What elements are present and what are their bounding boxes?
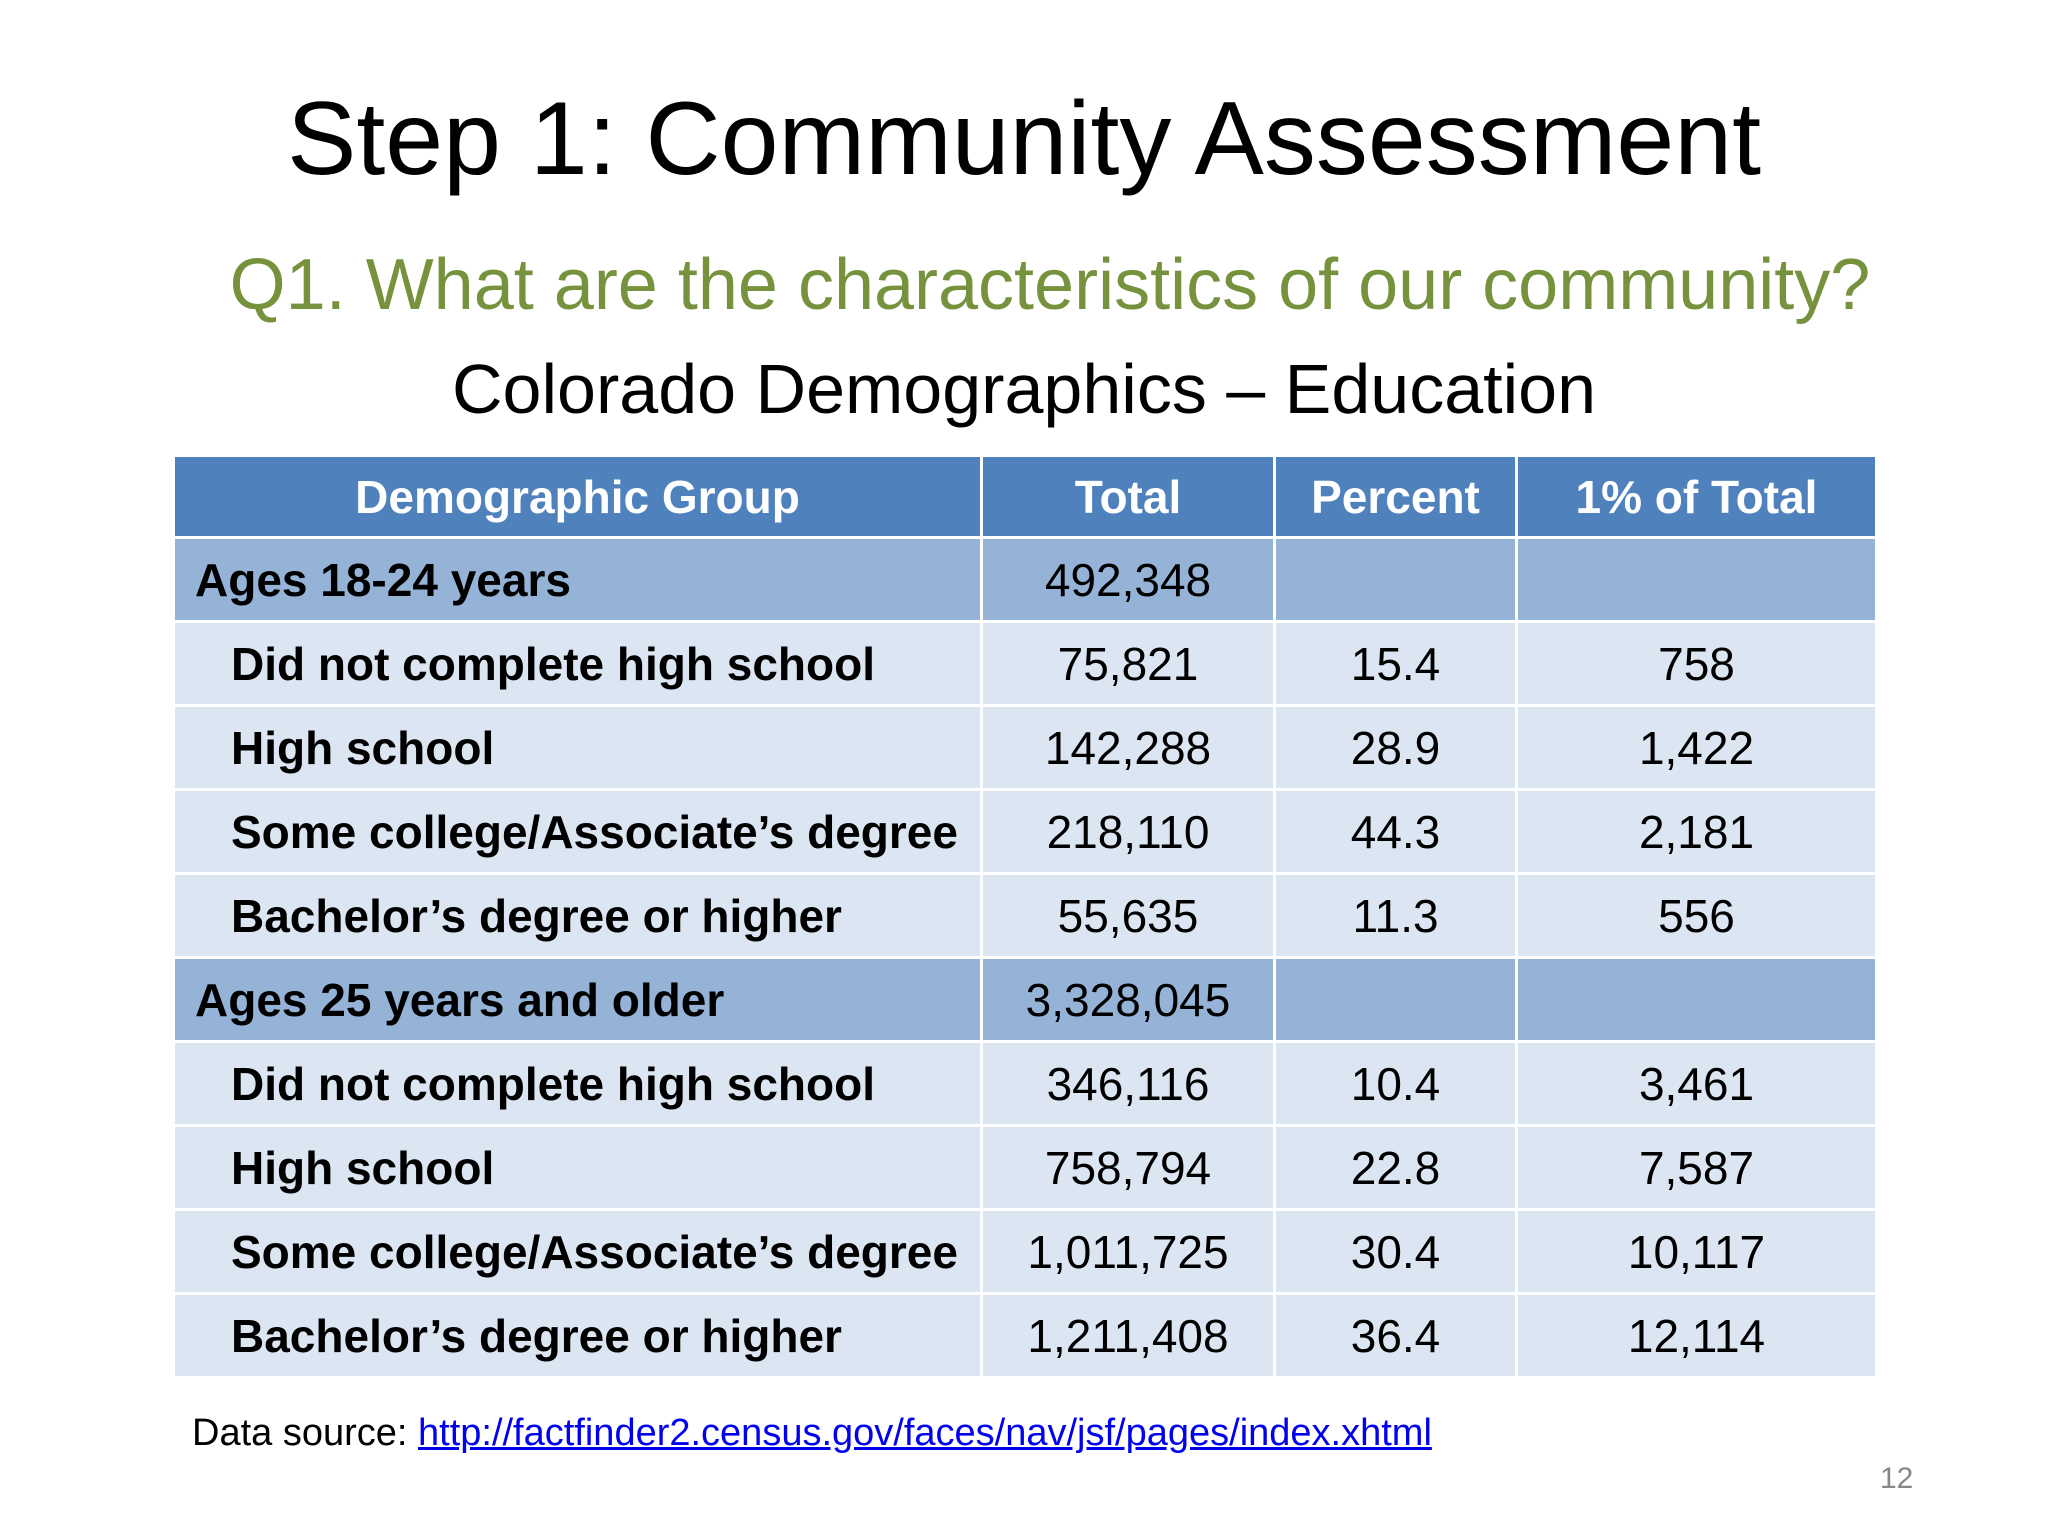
row-label: Ages 25 years and older (174, 958, 982, 1042)
row-total: 75,821 (982, 622, 1275, 706)
data-source-link[interactable]: http://factfinder2.census.gov/faces/nav/jsf/pages/index.xhtml (418, 1412, 1432, 1454)
row-total: 346,116 (982, 1042, 1275, 1126)
row-one-percent (1517, 538, 1877, 622)
row-label: Did not complete high school (174, 1042, 982, 1126)
table-row (174, 1126, 1877, 1210)
row-one-percent (1517, 958, 1877, 1042)
row-percent: 15.4 (1275, 622, 1517, 706)
row-percent: 10.4 (1275, 1042, 1517, 1126)
header-percent: Percent (1275, 456, 1517, 538)
row-percent: 44.3 (1275, 790, 1517, 874)
row-total: 492,348 (982, 538, 1275, 622)
row-label: Ages 18-24 years (174, 538, 982, 622)
row-one-percent: 12,114 (1517, 1294, 1877, 1378)
table-row-group (174, 538, 1877, 622)
row-label: Some college/Associate’s degree (174, 1210, 982, 1294)
row-total: 218,110 (982, 790, 1275, 874)
table-title: Colorado Demographics – Education (452, 350, 1596, 428)
row-total: 758,794 (982, 1126, 1275, 1210)
header-one-percent-of-total: 1% of Total (1517, 456, 1877, 538)
row-label: Some college/Associate’s degree (174, 790, 982, 874)
header-total: Total (982, 456, 1275, 538)
row-label: Bachelor’s degree or higher (174, 874, 982, 958)
row-total: 55,635 (982, 874, 1275, 958)
row-percent: 30.4 (1275, 1210, 1517, 1294)
row-label: High school (174, 1126, 982, 1210)
table-row (174, 622, 1877, 706)
table-row-group (174, 958, 1877, 1042)
row-one-percent: 10,117 (1517, 1210, 1877, 1294)
table-row (174, 706, 1877, 790)
row-label: Bachelor’s degree or higher (174, 1294, 982, 1378)
row-percent (1275, 538, 1517, 622)
table-row (174, 1042, 1877, 1126)
row-one-percent: 758 (1517, 622, 1877, 706)
row-total: 1,211,408 (982, 1294, 1275, 1378)
row-total: 142,288 (982, 706, 1275, 790)
data-source-line (192, 1412, 1432, 1455)
table-row (174, 1210, 1877, 1294)
row-label: High school (174, 706, 982, 790)
row-label: Did not complete high school (174, 622, 982, 706)
education-table-container (172, 454, 1875, 1379)
row-percent: 11.3 (1275, 874, 1517, 958)
education-table (172, 454, 1878, 1379)
row-one-percent: 7,587 (1517, 1126, 1877, 1210)
question-subtitle: Q1. What are the characteristics of our community? (229, 245, 1871, 325)
table-header-row (174, 456, 1877, 538)
row-percent: 22.8 (1275, 1126, 1517, 1210)
row-total: 3,328,045 (982, 958, 1275, 1042)
row-one-percent: 3,461 (1517, 1042, 1877, 1126)
table-row (174, 874, 1877, 958)
row-one-percent: 1,422 (1517, 706, 1877, 790)
table-row (174, 790, 1877, 874)
row-percent: 28.9 (1275, 706, 1517, 790)
header-demographic-group: Demographic Group (174, 456, 982, 538)
slide-title: Step 1: Community Assessment (287, 81, 1761, 197)
row-one-percent: 556 (1517, 874, 1877, 958)
table-row (174, 1294, 1877, 1378)
row-percent: 36.4 (1275, 1294, 1517, 1378)
row-one-percent: 2,181 (1517, 790, 1877, 874)
row-total: 1,011,725 (982, 1210, 1275, 1294)
row-percent (1275, 958, 1517, 1042)
page-number: 12 (1880, 1462, 1914, 1495)
data-source-label: Data source: (192, 1412, 418, 1454)
